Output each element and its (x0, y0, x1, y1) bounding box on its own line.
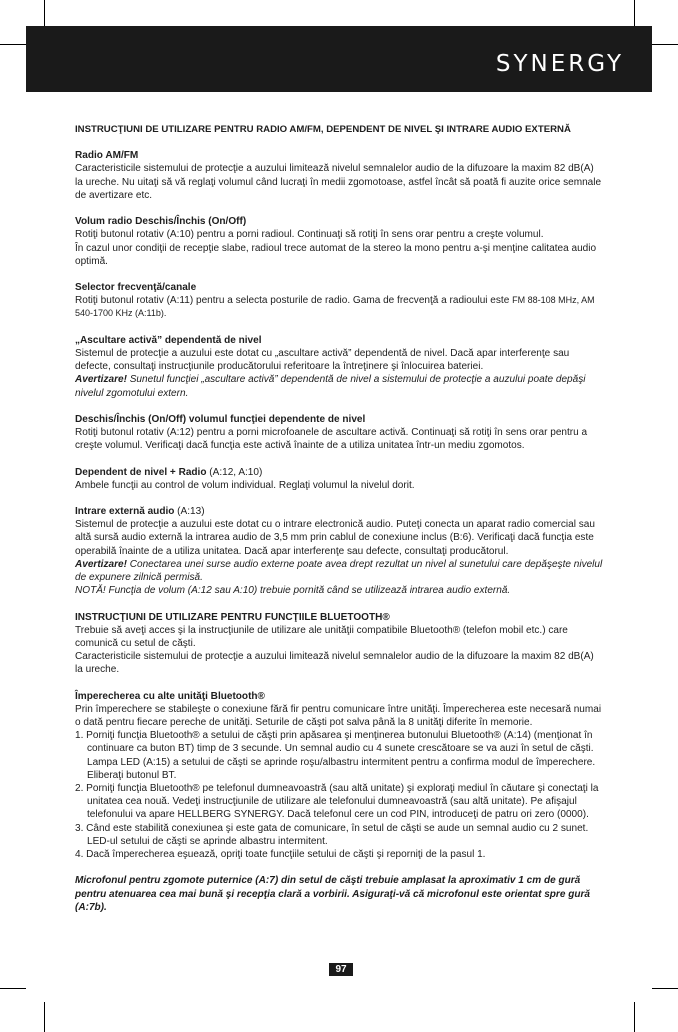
frequency-range: FM 88-108 MHz, AM 540-1700 KHz (A:11b). (75, 295, 595, 319)
warning-text: Sunetul funcţiei „ascultare activă” dependentă de nivel a sistemului de protecţie a auzului poate depăşi nivelul zgomotului extern. (75, 374, 586, 399)
page-number: 97 (329, 963, 353, 976)
paragraph: Rotiţi butonul rotativ (A:12) pentru a porni microfoanele de ascultare activă. Continuaţi să rotiţi în sens orar pentru a creşte volumul. Verificaţi dacă funcţia este activă înainte de a utiliza unitatea într-un mediu zgomotos. (75, 427, 588, 452)
section-pairing (75, 690, 603, 862)
microphone-note: Microfonul pentru zgomote puternice (A:7) din setul de căşti trebuie amplasat la aproximativ 1 cm de gură pentru atenuarea cea mai bună şi recepţia clară a vorbirii. Asiguraţi-vă că microfonul este orientat spre gură (A:7b). (75, 875, 590, 913)
paragraph: Rotiţi butonul rotativ (A:10) pentru a porni radioul. Continuaţi să rotiţi în sens orar pentru a creşte volumul. (75, 229, 544, 241)
paragraph: Caracteristicile sistemului de protecţie a auzului limitează nivelul semnalelor audio de la difuzoare la maxim 82 dB(A) la ureche. Nu uitaţi să vă reglaţi volumul când lucraţi în medii zgomotoase, astfel încât să poată fi auzite orice semnale de avertizare etc. (75, 163, 602, 201)
note: NOTĂ! Funcţia de volum (A:12 sau A:10) trebuie pornită când se utilizează intrarea audio externă. (75, 585, 511, 597)
brand-logo: SYNERGY (495, 51, 624, 77)
section-bluetooth (75, 611, 603, 677)
warning-text: Conectarea unei surse audio externe poate avea drept rezultat un nivel al sunetului care depăşeşte nivelul de expunere zilnică permisă. (75, 558, 603, 584)
paragraph: În cazul unor condiţii de recepţie slabe, radioul trece automat de la stereo la mono pentru a-şi menţine calitatea audio optimă. (75, 242, 597, 267)
heading-text: Intrare externă audio (75, 506, 175, 518)
section-heading: Radio AM/FM (75, 150, 139, 162)
paragraph: Caracteristicile sistemului de protecţie a auzului limitează nivelul semnalelor audio de la difuzoare la maxim 82 dB(A) la ureche. (75, 651, 594, 676)
section-heading (75, 505, 603, 518)
crop-mark (0, 988, 26, 989)
section-active-listening (75, 334, 603, 400)
paragraph: Sistemul de protecţie a auzului este dotat cu „ascultare activă” dependentă de nivel. Dacă apar interferenţe sau defecte, consultaţi instrucţiunile producătorului referitoare la întreţinere şi înlocuirea bateriei. (75, 347, 570, 373)
heading-ref: (A:12, A:10) (206, 466, 263, 478)
section-heading (75, 466, 603, 479)
paragraph: Ambele funcţii au control de volum individual. Reglaţi volumul la nivelul dorit. (75, 479, 415, 491)
section-heading: Deschis/Închis (On/Off) volumul funcţiei dependente de nivel (75, 413, 366, 425)
crop-mark (0, 44, 26, 45)
paragraph: Sistemul de protecţie a auzului este dotat cu o intrare electronică audio. Puteţi conecta un aparat radio comercial sau altă sursă audio externă la intrarea audio de 3,5 mm prin cablul de conexiune inclus (B:6). Verificaţi dacă funcţia este operabilă înainte de a utiliza unitatea. Dacă apar interferenţe sau defecte, consultaţi producătorul. (75, 519, 595, 557)
section-heading: INSTRUCŢIUNI DE UTILIZARE PENTRU FUNCŢIILE BLUETOOTH® (75, 611, 390, 623)
section-heading: „Ascultare activă” dependentă de nivel (75, 334, 262, 346)
warning (75, 373, 603, 399)
document-title: INSTRUCŢIUNI DE UTILIZARE PENTRU RADIO AM/FM, DEPENDENT DE NIVEL ŞI INTRARE AUDIO EXTERNĂ (75, 124, 571, 135)
crop-mark (634, 1002, 635, 1032)
paragraph: Prin împerechere se stabileşte o conexiune fără fir pentru comunicare între unităţi. Împerecherea este necesară numai o dată pentru fiecare pereche de unităţi. Seturile de căşti pot salva până la 8 unităţi diferite în memorie. (75, 703, 602, 729)
crop-mark (44, 1002, 45, 1032)
section-heading: Selector frecvenţă/canale (75, 282, 197, 294)
section-heading: Volum radio Deschis/Închis (On/Off) (75, 216, 247, 228)
list-item: 2. Porniţi funcţia Bluetooth® pe telefonul dumneavoastră (sau altă unitate) şi exploraţi mediul în căutare şi conectaţi la unitatea cea nouă. Vedeţi instrucţiunile de utilizare ale telefonului dumneavoastră (sau altă unitate). Pe afişajul telefonului va apare HELLBERG SYNERGY. Dacă telefonul cere un cod PIN, introduceţi de patru ori zero (0000). (75, 783, 599, 821)
warning-label: Avertizare! (75, 374, 127, 386)
crop-mark (652, 44, 678, 45)
section-radio (75, 149, 603, 202)
paragraph-text: Rotiţi butonul rotativ (A:11) pentru a selecta posturile de radio. Gama de frecvenţă a radioului este (75, 295, 513, 307)
paragraph (75, 294, 603, 320)
section-selector (75, 281, 603, 321)
heading-text: Dependent de nivel + Radio (75, 466, 207, 478)
section-heading: Împerecherea cu alte unităţi Bluetooth® (75, 690, 265, 702)
warning (75, 558, 603, 584)
section-external-input (75, 505, 603, 597)
warning-label: Avertizare! (75, 558, 127, 570)
section-level-volume (75, 413, 603, 453)
list-item: 3. Când este stabilită conexiunea şi este gata de comunicare, în setul de căşti se aude un semnal audio cu 2 sunet. LED-ul setului de căşti se aprinde albastru intermitent. (75, 822, 589, 847)
document-body (75, 123, 603, 914)
heading-ref: (A:13) (174, 506, 205, 518)
pairing-steps (75, 729, 603, 861)
list-item: 4. Dacă împerecherea eşuează, opriţi toate funcţiile setului de căşti şi reporniţi de la pasul 1. (75, 849, 486, 861)
crop-mark (652, 988, 678, 989)
paragraph: Trebuie să aveţi acces şi la instrucţiunile de utilizare ale unităţii compatibile Bluetooth® (telefon mobil etc.) care comunică cu setul de căşti. (75, 624, 568, 649)
section-volume (75, 215, 603, 268)
list-item: 1. Porniţi funcţia Bluetooth® a setului de căşti prin apăsarea şi menţinerea butonului Bluetooth® (A:14) (menţionat în continuare ca buton BT) timp de 3 secunde. Un semnal audio cu 4 sunete crescătoare se va auzi în setul de căşti. Lampa LED (A:15) a setului de căşti se aprinde roşu/albastru intermitent pentru a confirma modul de împerechere. Eliberaţi butonul BT. (75, 730, 596, 781)
section-level-radio (75, 466, 603, 492)
